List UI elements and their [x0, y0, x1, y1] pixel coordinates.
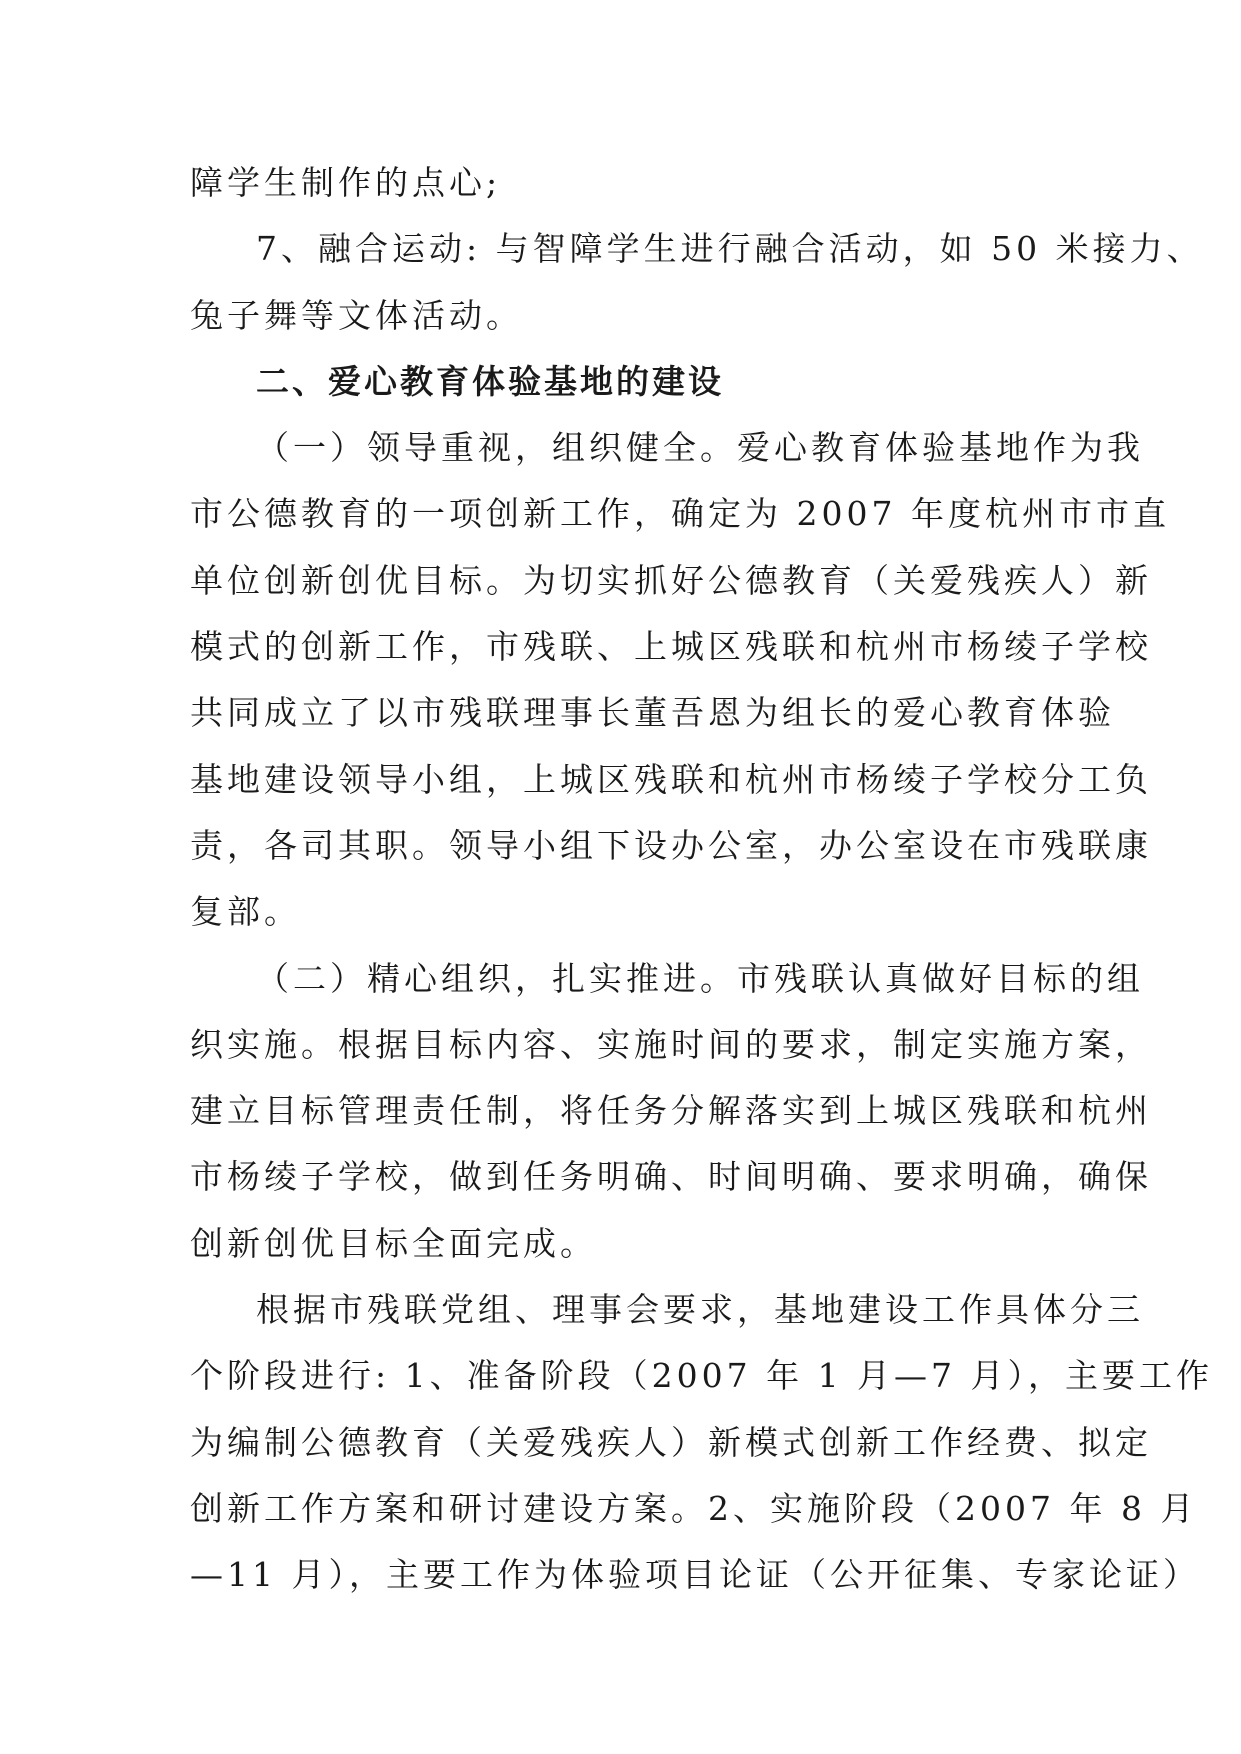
paragraph-line: 单位创新创优目标。为切实抓好公德教育（关爱残疾人）新 [190, 560, 1152, 600]
paragraph-line: —11 月），主要工作为体验项目论证（公开征集、专家论证） [190, 1555, 1200, 1595]
paragraph-line: 创新工作方案和研讨建设方案。2、实施阶段（2007 年 8 月 [190, 1488, 1198, 1528]
paragraph-line: 复部。 [190, 892, 301, 932]
paragraph-line: 为编制公德教育（关爱残疾人）新模式创新工作经费、拟定 [190, 1422, 1152, 1462]
paragraph-line: 建立目标管理责任制，将任务分解落实到上城区残联和杭州 [190, 1091, 1152, 1131]
paragraph-line: 个阶段进行: 1、准备阶段（2007 年 1 月—7 月），主要工作 [190, 1356, 1214, 1396]
paragraph-line: 7、融合运动: 与智障学生进行融合活动，如 50 米接力、 [256, 229, 1204, 269]
paragraph-line: （一）领导重视，组织健全。爱心教育体验基地作为我 [256, 428, 1144, 468]
paragraph-line: 兔子舞等文体活动。 [190, 295, 523, 335]
section-heading: 二、爱心教育体验基地的建设 [256, 361, 724, 401]
paragraph-line: 障学生制作的点心; [190, 163, 502, 202]
paragraph-line: 模式的创新工作，市残联、上城区残联和杭州市杨绫子学校 [190, 627, 1152, 667]
paragraph-line: 市公德教育的一项创新工作，确定为 2007 年度杭州市市直 [190, 494, 1170, 534]
paragraph-line: 责，各司其职。领导小组下设办公室，办公室设在市残联康 [190, 825, 1152, 865]
paragraph-line: 市杨绫子学校，做到任务明确、时间明确、要求明确，确保 [190, 1157, 1152, 1197]
paragraph-line: 基地建设领导小组，上城区残联和杭州市杨绫子学校分工负 [190, 759, 1152, 799]
document-body [190, 150, 1214, 1609]
paragraph-line: 共同成立了以市残联理事长董吾恩为组长的爱心教育体验 [190, 693, 1115, 733]
paragraph-line: 织实施。根据目标内容、实施时间的要求，制定实施方案， [190, 1024, 1152, 1064]
paragraph-line: （二）精心组织，扎实推进。市残联认真做好目标的组 [256, 958, 1144, 998]
paragraph-line: 根据市残联党组、理事会要求，基地建设工作具体分三 [256, 1290, 1144, 1330]
paragraph-line: 创新创优目标全面完成。 [190, 1223, 597, 1263]
